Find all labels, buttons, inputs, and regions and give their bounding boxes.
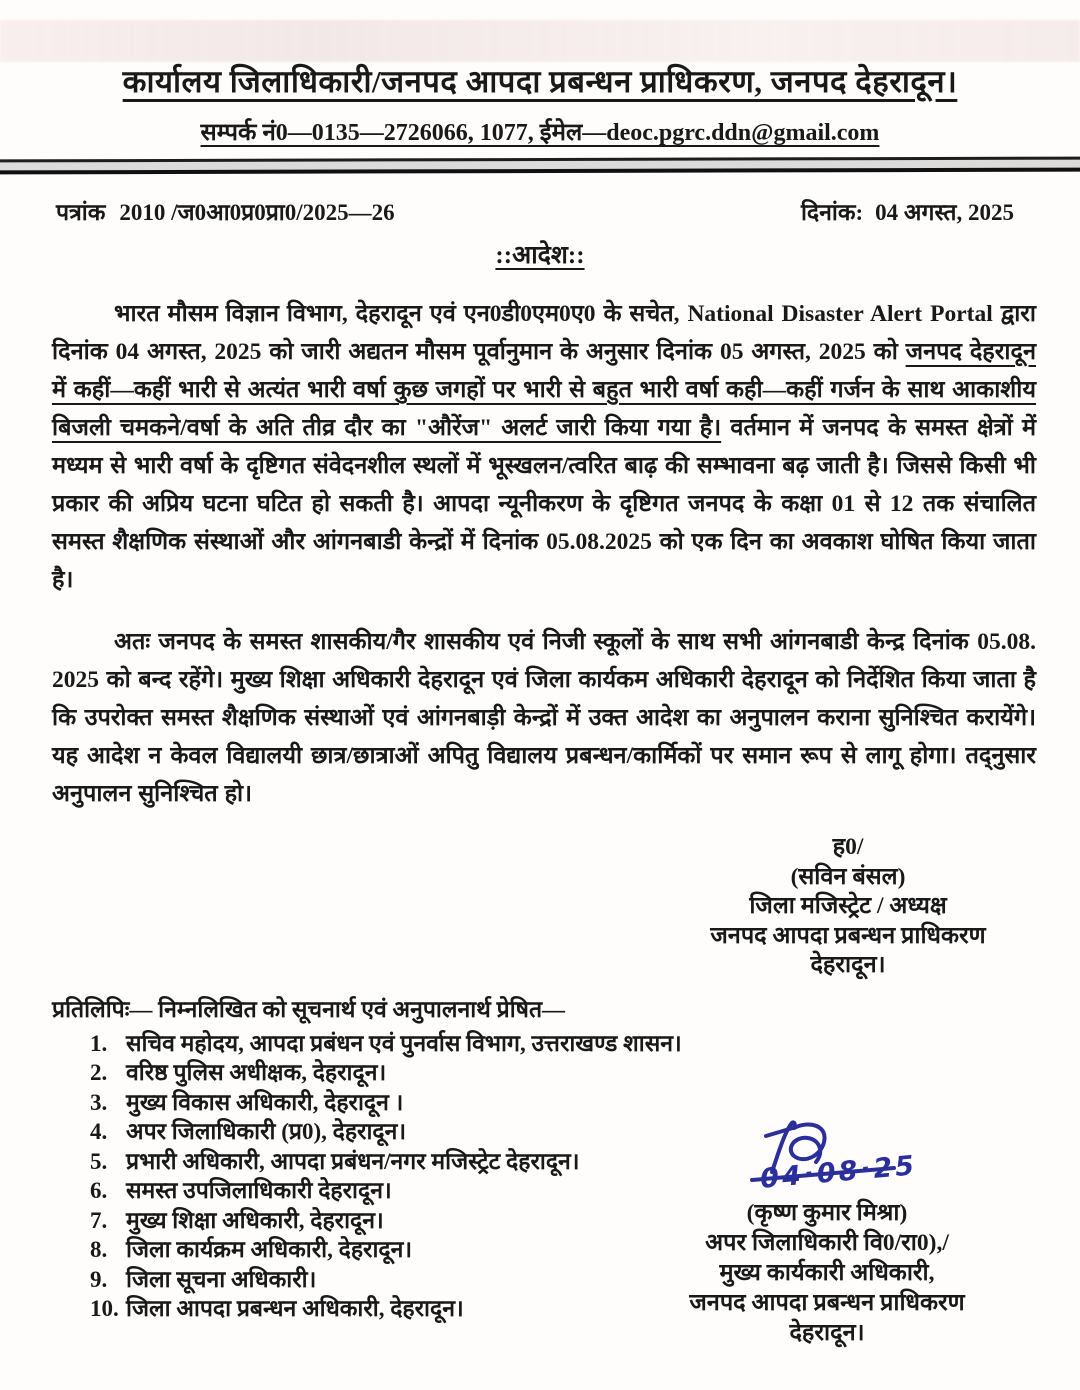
signature-block-additional-dm [632,1118,1022,1348]
letter-date-label: दिनांक: [800,200,864,225]
letter-date [801,195,1014,227]
list-item: 6. समस्त उपजिलाधिकारी देहरादून। [90,1178,392,1203]
paragraph-closure-order: अतः जनपद के समस्त शासकीय/गैर शासकीय एवं निजी स्कूलों के साथ सभी आंगनबाडी केन्द्र दिनांक 05.08. 2025 को बन्द रहेंगे। मुख्य शिक्षा अधिकारी देहरादून एवं जिला कार्यकम अधिकारी देहरादून को निर्देशित किया जाता है कि उपरोक्त समस्त शैक्षणिक संस्थाओं एवं आंगनबाड़ी केन्द्रों में उक्त आदेश का अनुपालन कराना सुनिश्चित करायेंगे। यह आदेश न केवल विद्यालयी छात्र/छात्राओं अपितु विद्यालय प्रबन्धन/कार्मिकों पर समान रूप से लागू होगा। तद्नुसार अनुपालन सुनिश्चित हो। [52,629,1036,807]
sig2-place: देहरादून। [789,1320,865,1346]
handwritten-signature [632,1118,1022,1196]
list-item: 3. मुख्य विकास अधिकारी, देहरादून । [90,1089,404,1115]
copies-heading: प्रतिलिपिः— निम्नलिखित को सूचनार्थ एवं अनुपालनार्थ प्रेषित— [52,996,566,1022]
sig1-name: (सविन बंसल) [790,863,906,890]
para1-seg1: भारत मौसम विज्ञान विभाग, देहरादून एवं एन0डी0एम0ए0 के सचेत, National Disaster Alert Portal द्वारा दिनांक 04 अगस्त, 2025 को जारी अद्यतन मौसम पूर्वानुमान के अनुसार दिनांक 05 अगस्त, 2025 को [52,301,1036,365]
para1-seg3: वर्तमान में जनपद के समस्त क्षेत्रों में मध्यम से भारी वर्षा के दृष्टिगत संवेदनशील स्थलों में भूस्खलन/त्वरित बाढ़ की सम्भावना बढ़ जाती है। जिससे किसी भी प्रकार की अप्रिय घटना घटित हो सकती है। आपदा न्यूनीकरण के दृष्टिगत जनपद के कक्षा 01 से 12 तक संचालित समस्त शैक्षणिक संस्थाओं और आंगनबाडी केन्द्रों में दिनांक 05.08.2025 को एक दिन का अवकाश घोषित किया जाता है। [52,415,1036,593]
sig1-designation: जिला मजिस्ट्रेट / अध्यक्ष [749,893,947,919]
list-item: 2. वरिष्ठ पुलिस अधीक्षक, देहरादून। [90,1060,387,1085]
handwritten-date: 04·08·25 [758,1150,919,1195]
order-heading: ::आदेश:: [495,242,585,269]
para1-underlined-alert-text: जनपद देहरादून में कहीं—कहीं भारी से अत्यंत भारी वर्षा कुछ जगहों पर भारी से बहुत भारी वर्षा कही—कहीं गर्जन के साथ आकाशीय बिजली चमकने/वर्षा के अति तीव्र दौर का "औरेंज" अलर्ट जारी किया गया है। [52,339,1037,441]
sig2-designation-2: मुख्य कार्यकारी अधिकारी, [719,1260,935,1286]
letter-number [56,195,395,227]
list-item: 7. मुख्य शिक्षा अधिकारी, देहरादून। [90,1207,384,1233]
sig2-name: (कृष्ण कुमार मिश्रा) [746,1200,908,1226]
list-item: 10. जिला आपदा प्रबन्धन अधिकारी, देहरादून। [90,1296,464,1321]
list-item: 5. प्रभारी अधिकारी, आपदा प्रबंधन/नगर मजिस्ट्रेट देहरादून। [90,1148,580,1174]
contact-info: सम्पर्क नं0—0135—2726066, 1077, ईमेल—deoc.pgrc.ddn@gmail.com [200,120,880,146]
office-title: कार्यालय जिलाधिकारी/जनपद आपदा प्रबन्धन प्राधिकरण, जनपद देहरादून। [122,64,958,99]
letter-meta-row [56,195,1014,227]
sig1-place: देहरादून। [810,952,886,978]
letter-number-value: 2010 /ज0आ0प्र0प्रा0/2025—26 [119,200,395,225]
letter-number-label: पत्रांक [56,200,106,225]
paragraph-weather-alert [52,295,1036,599]
sig1-sd-mark: ह0/ [832,834,864,860]
list-item: 9. जिला सूचना अधिकारी। [90,1266,317,1292]
header-divider-rule [0,157,1080,175]
list-item: 8. जिला कार्यक्रम अधिकारी, देहरादून। [90,1237,413,1262]
letterhead [0,0,1080,148]
list-item: 4. अपर जिलाधिकारी (प्र0), देहरादून। [90,1119,407,1144]
letter-date-value: 04 अगस्त, 2025 [875,200,1014,225]
list-item: 1. सचिव महोदय, आपदा प्रबंधन एवं पुनर्वास विभाग, उत्तराखण्ड शासन। [90,1030,682,1056]
sig2-authority: जनपद आपदा प्रबन्धन प्राधिकरण [689,1290,965,1316]
sig1-authority: जनपद आपदा प्रबन्धन प्राधिकरण [710,922,986,949]
sig2-designation-1: अपर जिलाधिकारी वि0/रा0),/ [705,1230,949,1256]
signature-block-district-magistrate [668,833,1028,981]
